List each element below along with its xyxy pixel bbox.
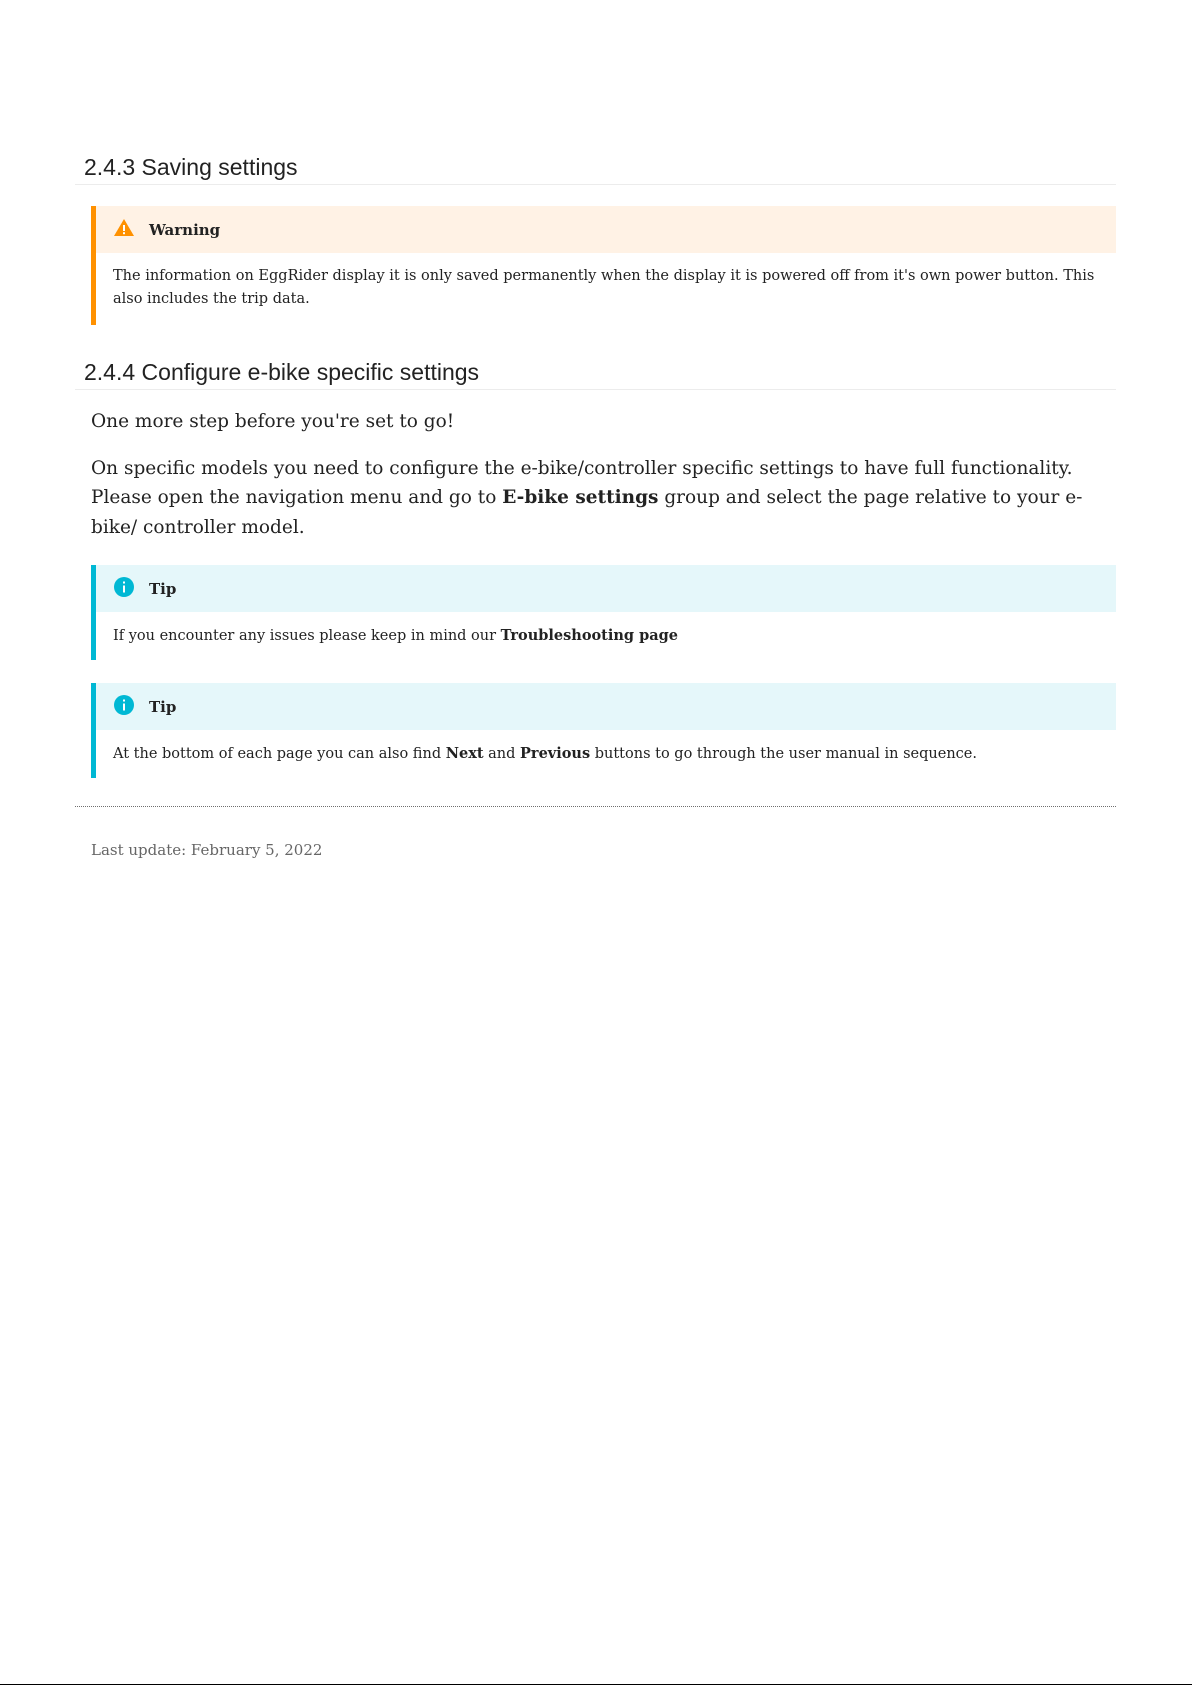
tip-admonition-troubleshooting (91, 565, 1116, 660)
instructions-paragraph (75, 454, 1116, 543)
tip-title-bar (96, 565, 1116, 612)
section-heading-saving-settings: 2.4.3 Saving settings (75, 152, 1116, 185)
tip-title-bar (96, 683, 1116, 730)
last-update-text: Last update: February 5, 2022 (91, 841, 323, 859)
warning-triangle-icon (113, 217, 135, 239)
tip-title: Tip (149, 579, 177, 598)
warning-title: Warning (149, 220, 221, 239)
tip-body (96, 612, 1116, 660)
warning-admonition (91, 206, 1116, 325)
warning-body: The information on EggRider display it is only saved permanently when the display it is powered off from it's own power button. This also includes the trip data. (113, 268, 1095, 307)
intro-paragraph: One more step before you're set to go! (91, 411, 455, 432)
troubleshooting-page-link[interactable]: Troubleshooting page (500, 627, 679, 644)
tip-body (96, 730, 1116, 778)
info-circle-icon (113, 694, 135, 716)
instructions-text-after: group and select the page relative to your e-bike/ controller model. (91, 487, 1083, 538)
instructions-text-before: On specific models you need to configure the e-bike/controller specific settings to have full functionality. Please open the navigation menu and go to (91, 457, 1073, 508)
section-heading-configure-ebike: 2.4.4 Configure e-bike specific settings (75, 357, 1116, 390)
info-circle-icon (113, 576, 135, 598)
tip-text-after: buttons to go through the user manual in sequence. (590, 746, 977, 762)
tip-text: If you encounter any issues please keep in mind our (113, 628, 501, 644)
tip-admonition-navigation (91, 683, 1116, 778)
previous-label: Previous (520, 745, 591, 762)
tip-text-before: At the bottom of each page you can also find (113, 746, 446, 762)
warning-title-bar (96, 206, 1116, 253)
tip-text-middle: and (483, 746, 521, 762)
ebike-settings-label: E-bike settings (502, 487, 659, 508)
page-content (75, 0, 1116, 859)
tip-title: Tip (149, 697, 177, 716)
next-label: Next (445, 745, 484, 762)
